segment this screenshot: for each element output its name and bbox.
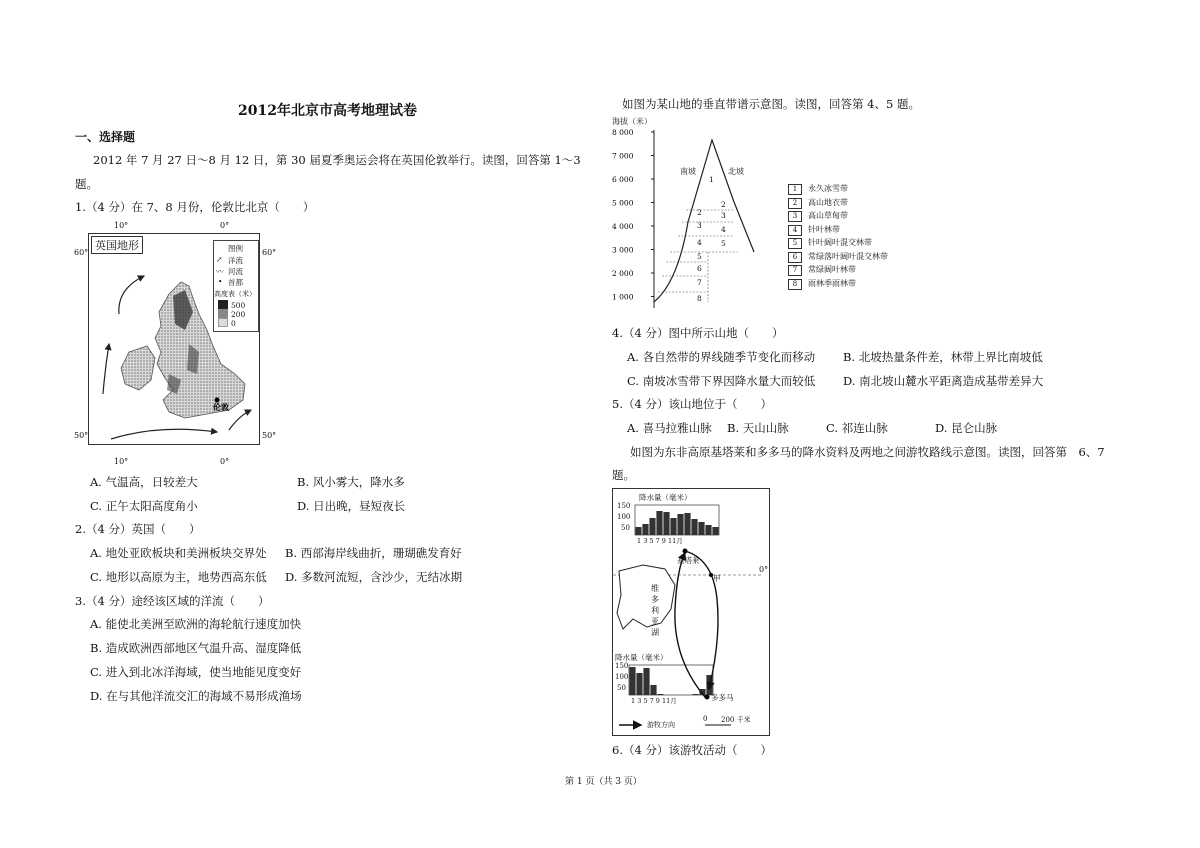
legend-label: 针叶林带 (808, 224, 840, 234)
lake-label-char: 多 (651, 595, 659, 604)
svg-text:1: 1 (709, 175, 714, 184)
map-title: 英国地形 (91, 236, 143, 254)
question-3-stem: 3.（4 分）途经该区域的洋流（ ） (75, 594, 270, 608)
q5-option-d: D. 昆仑山脉 (935, 421, 998, 435)
legend-label: 永久冰雪带 (808, 184, 848, 193)
legend-number: 2 (788, 198, 802, 209)
y-tick-label: 1 000 (612, 292, 634, 302)
legend-item (788, 236, 888, 250)
mountain-profile (654, 140, 754, 302)
kitale-label: 基塔莱 (677, 556, 700, 565)
question-1-stem: 1.（4 分）在 7、8 月份，伦敦比北京（ ） (75, 200, 315, 214)
kitale-y100: 100 (617, 513, 631, 521)
intro-text: 2012 年 7 月 27 日～8 月 12 日，第 30 届夏季奥运会将在英国伦敦举行。读图，回答第 1～3 (93, 153, 581, 167)
south-slope-label: 南坡 (680, 167, 696, 176)
q3-option-c: C. 进入到北冰洋海域，使当地能见度变好 (90, 665, 302, 679)
elev-swatch-mid (218, 309, 228, 318)
legend-label: 雨林季雨林带 (808, 278, 856, 288)
svg-text:4: 4 (721, 225, 726, 234)
kitale-rain-label: 降水量（毫米） (639, 493, 692, 502)
q4-option-b: B. 北坡热量条件差，林带上界比南坡低 (843, 350, 1043, 364)
scale-zero: 0 (703, 715, 708, 723)
lake-label-char: 维 (651, 584, 659, 593)
legend-number: 4 (788, 225, 802, 236)
svg-text:2: 2 (721, 200, 726, 209)
rain-bar (657, 694, 663, 695)
legend-item (788, 277, 888, 291)
legend-item (788, 250, 888, 264)
question-4-stem: 4.（4 分）图中所示山地（ ） (612, 326, 784, 340)
rain-bar (656, 511, 662, 535)
dodoma-y150: 150 (615, 662, 629, 670)
legend-item (788, 209, 888, 223)
ireland-landmass (121, 346, 155, 390)
legend-label: 常绿落叶阔叶混交林带 (808, 251, 888, 261)
question-2-stem: 2.（4 分）英国（ ） (75, 522, 201, 536)
route-legend-label: 游牧方向 (647, 721, 675, 729)
page-title: 2012年北京市高考地理试卷 (238, 103, 417, 119)
legend-item (788, 182, 888, 196)
uk-terrain-map (88, 233, 260, 445)
dodoma-y100: 100 (615, 673, 629, 681)
kitale-rain-chart (635, 505, 719, 535)
legend-capital: 首都 (228, 278, 243, 287)
kitale-y50: 50 (621, 524, 630, 532)
y-tick-label: 4 000 (612, 222, 634, 231)
rain-bar (663, 512, 669, 535)
rain-bar (642, 524, 648, 535)
q1-option-b: B. 风小雾大，降水多 (297, 475, 405, 489)
lat-label: 60° (74, 248, 89, 257)
legend-number: 6 (788, 252, 802, 263)
east-africa-map (612, 488, 770, 736)
intro-text-3: 如图为东非高原基塔莱和多多马的降水资料及两地之间游牧路线示意图。读图，回答第 6、7 (630, 445, 1105, 459)
q4-option-d: D. 南北坡山麓水平距离造成基带差异大 (843, 374, 1044, 388)
legend-label: 高山地衣带 (808, 197, 848, 207)
svg-text:5: 5 (721, 239, 726, 248)
rain-bar (698, 522, 704, 535)
question-5-stem: 5.（4 分）该山地位于（ ） (612, 397, 772, 411)
q3-option-d: D. 在与其他洋流交汇的海域不易形成渔场 (90, 689, 302, 703)
intro-text-2: 如图为某山地的垂直带谱示意图。读图，回答第 4、5 题。 (622, 97, 920, 111)
q3-option-b: B. 造成欧洲西部地区气温升高、湿度降低 (90, 641, 302, 655)
legend-current-icon: ↗ (216, 255, 223, 264)
lat-label: 50° (262, 431, 277, 440)
rain-bar (712, 527, 718, 535)
lake-victoria (617, 565, 675, 629)
y-tick-label: 3 000 (612, 245, 634, 255)
rain-bar (649, 518, 655, 535)
map-legend (213, 240, 259, 332)
equator-label: 0° (759, 565, 769, 574)
q2-option-a: A. 地处亚欧板块和美洲板块交界处 (90, 546, 267, 560)
rain-bar (692, 694, 698, 695)
rain-bar (677, 514, 683, 535)
rain-bar (684, 513, 690, 535)
lat-label: 50° (74, 431, 89, 440)
svg-text:6: 6 (697, 264, 702, 273)
legend-label: 高山草甸带 (808, 211, 848, 220)
legend-capital-icon: • (218, 277, 223, 286)
lake-victoria-label (651, 583, 661, 638)
elev-500: 500 (231, 301, 246, 310)
q3-option-a: A. 能使北美洲至欧洲的海轮航行速度加快 (90, 617, 302, 631)
legend-number: 1 (788, 184, 802, 195)
q4-option-c: C. 南坡冰雪带下界因降水量大而较低 (627, 374, 816, 388)
q1-option-c: C. 正午太阳高度角小 (90, 499, 198, 513)
question-6-stem: 6.（4 分）该游牧活动（ ） (612, 743, 772, 757)
legend-label: 常绿阔叶林带 (808, 265, 856, 274)
legend-elevation-title: 高度表（米） (214, 290, 256, 298)
legend-title: 图例 (228, 244, 243, 253)
q2-option-b: B. 西部海岸线曲折，珊瑚礁发育好 (285, 546, 462, 560)
svg-text:3: 3 (721, 211, 726, 220)
legend-number: 5 (788, 238, 802, 249)
legend-item (788, 223, 888, 237)
legend-number: 7 (788, 265, 802, 276)
q1-option-a: A. 气温高，日较差大 (90, 475, 198, 489)
kitale-y150: 150 (617, 502, 631, 510)
legend-label: 针叶阔叶混交林带 (808, 238, 872, 247)
dodoma-label: 多多马 (711, 693, 734, 702)
q5-option-c: C. 祁连山脉 (826, 421, 888, 435)
elev-swatch-low (218, 318, 228, 327)
svg-text:7: 7 (697, 278, 702, 287)
y-axis-label: 海拔（米） (612, 117, 652, 126)
north-slope-label: 北坡 (728, 167, 744, 176)
lon-label: 10° (114, 457, 129, 466)
kitale-months: 1 3 5 7 9 11月 (637, 537, 683, 545)
lake-label-char: 湖 (651, 628, 659, 637)
svg-text:4: 4 (697, 238, 702, 247)
rain-bar (691, 519, 697, 535)
rain-bar (650, 685, 656, 695)
scale-200km: 200 千米 (721, 716, 751, 724)
lon-label: 10° (114, 221, 129, 230)
dodoma-y50: 50 (617, 684, 626, 692)
legend-item (788, 263, 888, 277)
lon-label: 0° (220, 221, 230, 230)
elev-0: 0 (231, 319, 236, 328)
y-tick-label: 8 000 (612, 128, 634, 137)
y-tick-label: 6 000 (612, 175, 634, 184)
section-heading: 一、选择题 (75, 130, 136, 144)
dodoma-months: 1 3 5 7 9 11月 (631, 697, 677, 705)
svg-text:3: 3 (697, 221, 702, 230)
elev-200: 200 (231, 310, 246, 319)
q2-option-c: C. 地形以高原为主，地势西高东低 (90, 570, 267, 584)
mountain-zonation-diagram (608, 112, 908, 317)
y-tick-label: 2 000 (612, 269, 634, 278)
point-jia-label: 甲 (713, 574, 721, 583)
svg-text:8: 8 (697, 294, 702, 303)
legend-number: 3 (788, 211, 802, 222)
rain-bar (629, 667, 635, 695)
svg-text:5: 5 (697, 252, 702, 261)
lake-label-char: 亚 (651, 617, 659, 626)
lat-label: 60° (262, 248, 277, 257)
y-axis-ticks (612, 128, 654, 302)
lon-label: 0° (220, 457, 230, 466)
london-label: 伦敦 (213, 402, 229, 412)
q5-option-b: B. 天山山脉 (727, 421, 789, 435)
rain-bar (643, 668, 649, 695)
intro-text-3-cont: 题。 (612, 468, 635, 482)
svg-text:2: 2 (697, 208, 702, 217)
legend-number: 8 (788, 279, 802, 290)
y-tick-label: 7 000 (612, 151, 634, 161)
q2-option-d: D. 多数河流短，含沙少，无结冰期 (285, 570, 463, 584)
elev-swatch-high (218, 300, 228, 309)
y-tick-label: 5 000 (612, 198, 634, 208)
dodoma-rain-label: 降水量（毫米） (615, 653, 668, 662)
legend-river: 河流 (228, 267, 243, 276)
rain-bar (670, 518, 676, 535)
legend-current: 洋流 (228, 256, 243, 265)
rain-bar (705, 525, 711, 535)
rain-bar (635, 527, 641, 535)
page-footer: 第 1 页（共 3 页） (565, 777, 642, 787)
q4-option-a: A. 各自然带的界线随季节变化而移动 (627, 350, 816, 364)
lake-label-char: 利 (651, 606, 659, 615)
legend-item (788, 196, 888, 210)
q5-option-a: A. 喜马拉雅山脉 (627, 421, 712, 435)
rain-bar (636, 673, 642, 695)
zonation-legend (788, 182, 888, 290)
q1-option-d: D. 日出晚，昼短夜长 (297, 499, 406, 513)
intro-text-cont: 题。 (75, 177, 98, 191)
legend-river-icon: 〰 (216, 267, 224, 276)
